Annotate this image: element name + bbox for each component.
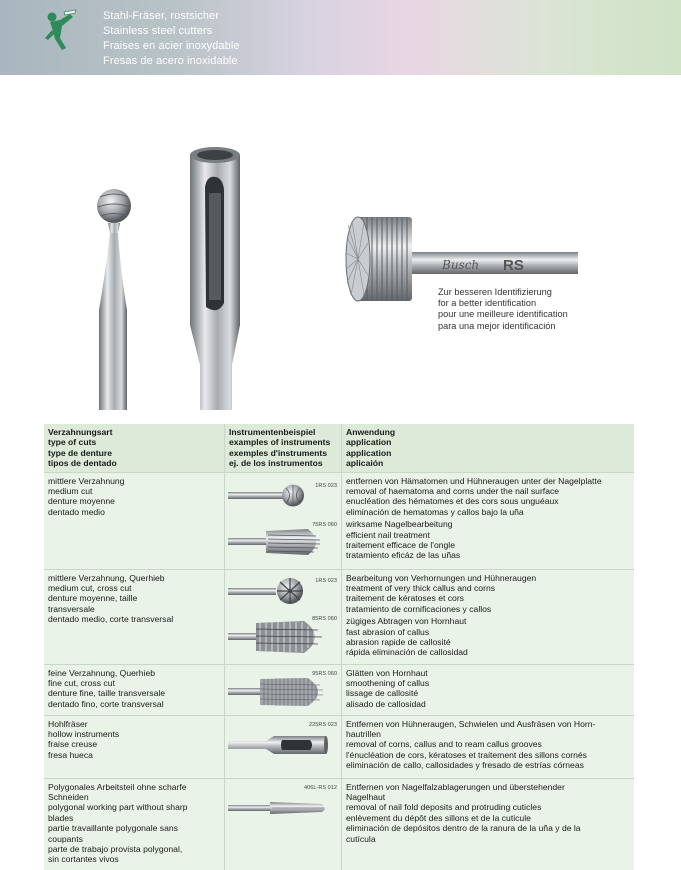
header-text: examples of instruments	[229, 437, 331, 448]
instrument-code: 1RS 023	[315, 482, 337, 489]
application-text: wirksame Nagelbearbeitung	[346, 519, 453, 530]
cut-text: denture fine, taille transversale	[48, 688, 166, 699]
header-instrument-example	[225, 424, 342, 472]
application-text: removal of nail fold deposits and protruding cuticles	[346, 802, 542, 813]
cut-text: dentado fino, corte transversal	[48, 698, 164, 709]
application-text: cutícula	[346, 833, 376, 844]
round-bur-image	[97, 189, 131, 410]
cut-text: hollow instruments	[48, 729, 120, 740]
company-logo-icon	[40, 8, 80, 52]
instrument-cell	[225, 665, 342, 715]
application-text: enucléation des hématomes et des cors sous unguéaux	[346, 496, 559, 507]
application-cell	[342, 570, 634, 664]
instrument-code: 1RS 023	[315, 577, 337, 584]
cut-text: coupants	[48, 833, 83, 844]
cut-text: transversale	[48, 603, 95, 614]
cut-type-cell	[44, 665, 225, 715]
header-text: tipos de dentado	[48, 458, 117, 469]
header-text: aplicaión	[346, 458, 384, 469]
header-application	[342, 424, 634, 472]
table-row	[44, 716, 634, 779]
cut-type-cell	[44, 570, 225, 664]
application-block	[346, 782, 630, 844]
header-line: Fresas de acero inoxidable	[103, 55, 238, 67]
cut-text: medium cut	[48, 486, 93, 497]
header-text: application	[346, 437, 392, 448]
header-text: Verzahnungsart	[48, 427, 113, 437]
cone-cutter-icon	[228, 525, 324, 559]
cut-text: Polygonales Arbeitsteil ohne scharfe	[48, 781, 187, 792]
hero-instruments	[0, 75, 681, 415]
table-row	[44, 665, 634, 716]
svg-text:Busch: Busch	[442, 258, 480, 272]
application-text: entfernen von Hämatomen und Hühneraugen unter der Nagelplatte	[346, 475, 602, 486]
application-text: hautrillen	[346, 729, 381, 740]
header-text: type of cuts	[48, 437, 97, 448]
cut-text: dentado medio, corte transversal	[48, 614, 174, 625]
instrument-code: 75RS 060	[312, 521, 337, 528]
application-block	[346, 616, 630, 658]
cut-text: fraise creuse	[48, 739, 98, 750]
application-text: enlèvement du dépôt des sillons et de la cuticule	[346, 812, 531, 823]
application-text: removal of haematoma and corns under the nail surface	[346, 486, 560, 497]
application-block	[346, 668, 630, 710]
application-text: Bearbeitung von Verhornungen und Hühneraugen	[346, 572, 537, 583]
header-title	[103, 9, 240, 69]
table-row	[44, 570, 634, 665]
cross-cut-cone-icon	[228, 618, 324, 656]
cut-text: dentado medio	[48, 506, 105, 517]
header-text: Instrumentenbeispiel	[229, 427, 316, 437]
application-text: traitement efficace de l'ongle	[346, 540, 455, 551]
application-text: efficient nail treatment	[346, 529, 430, 540]
cut-text: polygonal working part without sharp	[48, 802, 188, 813]
application-text: lissage de callosité	[346, 688, 419, 699]
application-cell	[342, 779, 634, 870]
cut-text: blades	[48, 812, 74, 823]
application-text: Entfernen von Hühneraugen, Schwielen und Ausfräsen von Horn-	[346, 718, 596, 729]
header-text: ej. de los instrumentos	[229, 458, 323, 469]
hollow-cutter-image	[190, 147, 240, 410]
application-text: Entfernen von Nagelfalzablagerungen und überstehender	[346, 781, 565, 792]
cut-type-cell	[44, 779, 225, 870]
shank-marking: RS	[503, 257, 524, 274]
table-row	[44, 779, 634, 870]
instrument-code: 95RS 060	[312, 670, 337, 677]
application-text: eliminación de callo, callosidades y fresado de estrías córneas	[346, 760, 584, 771]
header-text: type de denture	[48, 447, 112, 458]
header-banner	[0, 0, 681, 75]
table-header-row	[44, 424, 634, 473]
cross-cut-bur-icon	[228, 576, 308, 606]
instrument-cell	[225, 716, 342, 778]
application-text: rápida eliminación de callosidad	[346, 647, 468, 658]
header-line: Stainless steel cutters	[103, 25, 213, 37]
application-text: removal of corns, callus and to ream callus grooves	[346, 739, 542, 750]
cut-text: denture moyenne, taille	[48, 593, 138, 604]
header-text: Anwendung	[346, 427, 396, 437]
application-block	[346, 573, 630, 615]
application-cell	[342, 716, 634, 778]
application-text: smoothening of callus	[346, 678, 430, 689]
application-text: l'énucléation de cors, kératoses et traitement des sillons cornés	[346, 749, 587, 760]
application-cell	[342, 473, 634, 569]
cut-text: fine cut, cross cut	[48, 678, 115, 689]
cut-text: Hohlfräser	[48, 718, 88, 729]
instrument-code: 406L-RS 012	[304, 784, 337, 791]
header-line: Fraises en acier inoxydable	[103, 40, 240, 52]
application-block	[346, 719, 630, 771]
application-text: tratamiento eficáz de las uñas	[346, 550, 461, 561]
application-block	[346, 519, 630, 561]
application-text: treatment of very thick callus and corns	[346, 583, 496, 594]
identification-line: pour une meilleure identification	[438, 309, 568, 320]
header-text: exemples d'instruments	[229, 447, 328, 458]
cut-type-cell	[44, 716, 225, 778]
round-bur-icon	[228, 483, 308, 509]
identification-line: para una mejor identificación	[438, 320, 556, 331]
identification-line: Zur besseren Identifizierung	[438, 287, 552, 297]
application-text: Glätten von Hornhaut	[346, 667, 428, 678]
application-text: traitement de kératoses et cors	[346, 593, 464, 604]
application-cell	[342, 665, 634, 715]
identification-line: for a better identification	[438, 298, 537, 309]
cut-text: mittlere Verzahnung	[48, 475, 125, 486]
header-cut-type	[44, 424, 225, 472]
cut-text: denture moyenne	[48, 496, 115, 507]
cut-text: medium cut, cross cut	[48, 583, 132, 594]
instrument-cell	[225, 570, 342, 664]
instrument-cell	[225, 779, 342, 870]
cut-text: feine Verzahnung, Querhieb	[48, 667, 156, 678]
instrument-code: 85RS 060	[312, 615, 337, 622]
application-text: zügiges Abtragen von Hornhaut	[346, 616, 467, 627]
fine-cut-cone-icon	[228, 675, 328, 709]
identification-note	[438, 287, 568, 332]
cutter-table	[44, 424, 634, 870]
application-text: eliminación de hematomas y callos bajo la uña	[346, 506, 524, 517]
table-row	[44, 473, 634, 570]
cut-type-cell	[44, 473, 225, 569]
header-text: application	[346, 447, 392, 458]
cut-text: partie travaillante polygonale sans	[48, 823, 178, 834]
cut-text: sin cortantes vivos	[48, 854, 119, 865]
application-text: Nagelhaut	[346, 792, 386, 803]
application-text: abrasion rapide de callosité	[346, 637, 451, 648]
application-text: eliminación de depósitos dentro de la ranura de la uña y de la	[346, 823, 581, 834]
application-text: alisado de callosidad	[346, 698, 426, 709]
hollow-cutter-icon	[228, 730, 328, 760]
instrument-code: 225RS 023	[309, 721, 337, 728]
cut-text: Schneiden	[48, 792, 89, 803]
application-text: fast abrasion of callus	[346, 626, 430, 637]
cut-text: mittlere Verzahnung, Querhieb	[48, 572, 165, 583]
application-block	[346, 476, 630, 518]
application-text: tratamiento de cornificaciones y callos	[346, 603, 492, 614]
cut-text: parte de trabajo provista polygonal,	[48, 844, 183, 855]
cut-text: fresa hueca	[48, 749, 93, 760]
instrument-cell	[225, 473, 342, 569]
header-line: Stahl-Fräser, rostsicher	[103, 10, 220, 22]
polygonal-tool-icon	[228, 797, 328, 819]
